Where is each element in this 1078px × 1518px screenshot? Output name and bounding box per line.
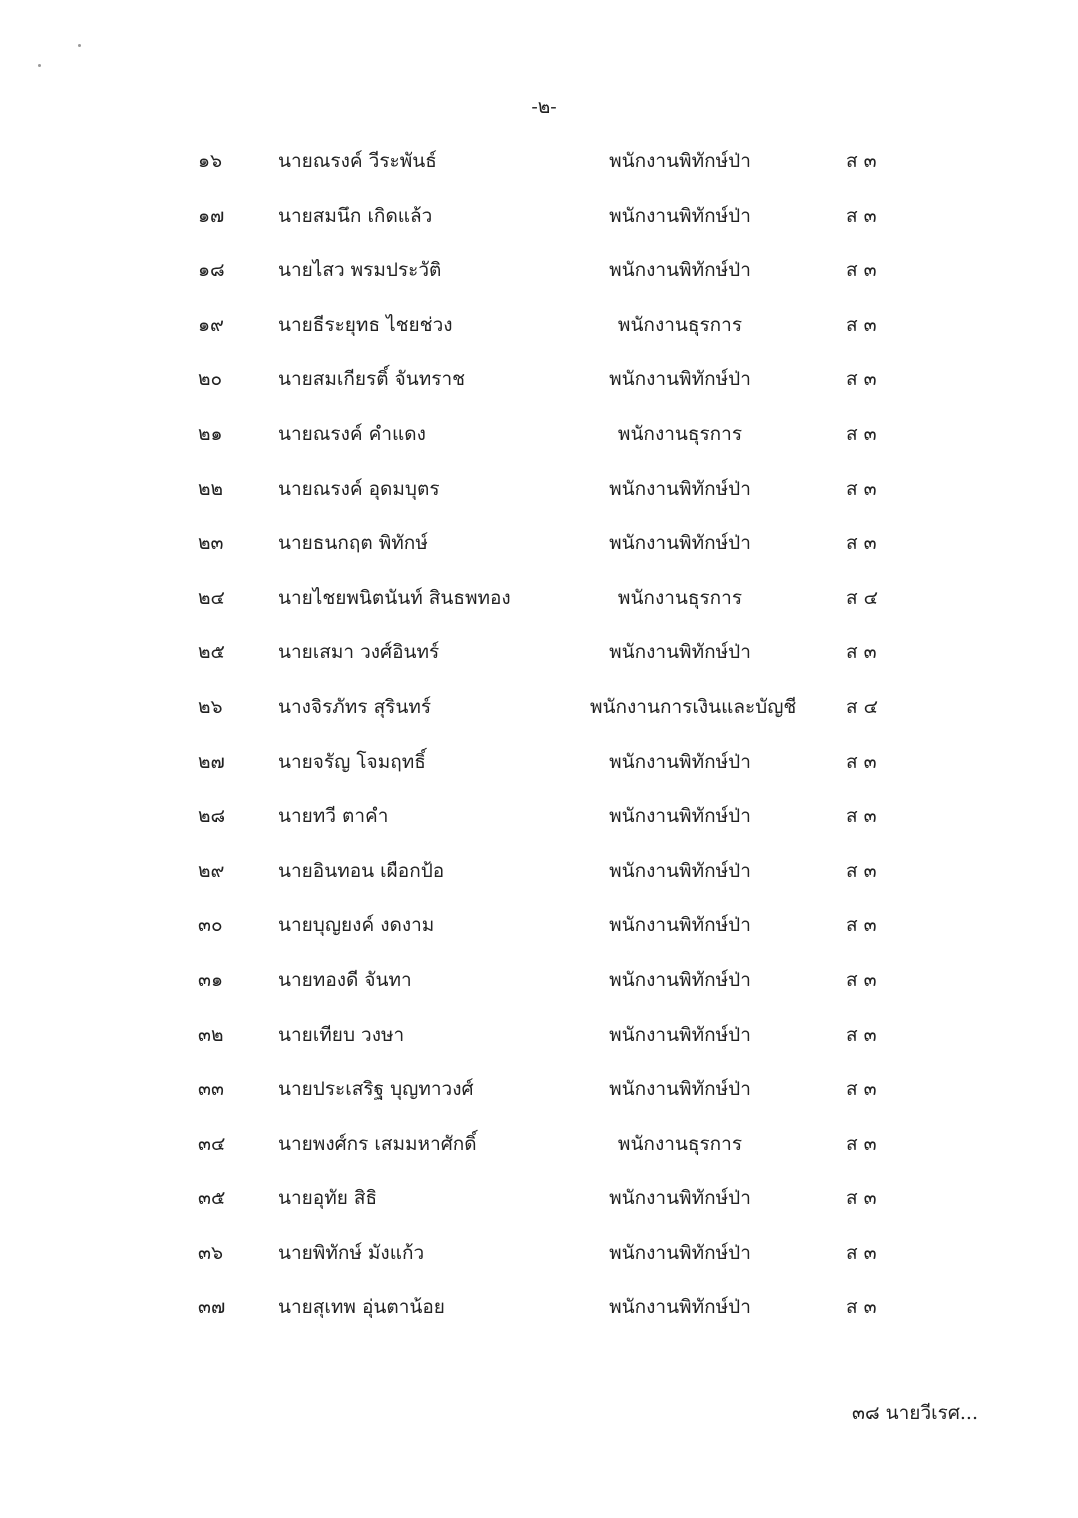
grade-level: ส ๓	[846, 259, 877, 282]
grade-level: ส ๓	[846, 1132, 877, 1155]
position-title: พนักงานพิทักษ์ป่า	[609, 914, 751, 937]
list-item	[0, 686, 1078, 741]
position-title: พนักงานการเงินและบัญชี	[590, 695, 797, 718]
position-title: พนักงานพิทักษ์ป่า	[609, 150, 751, 172]
position-title: พนักงานพิทักษ์ป่า	[609, 204, 751, 227]
person-name: นายไชยพนิตนันท์ สินธพทอง	[278, 586, 511, 609]
position-title: พนักงานพิทักษ์ป่า	[609, 859, 751, 882]
grade-level: ส ๓	[846, 1296, 877, 1319]
person-name: นายอุทัย สิธิ	[278, 1187, 378, 1210]
person-name: นายทองดี จันทา	[278, 968, 412, 991]
person-name: นายสมเกียรติ์ จันทราช	[278, 368, 466, 391]
item-number: ๒๐	[198, 368, 223, 391]
item-number: ๒๒	[198, 477, 224, 500]
grade-level: ส ๓	[846, 641, 877, 664]
position-title: พนักงานพิทักษ์ป่า	[609, 1296, 751, 1319]
item-number: ๑๖	[198, 150, 223, 172]
position-title: พนักงานพิทักษ์ป่า	[609, 1241, 751, 1264]
list-item	[0, 631, 1078, 686]
list-item	[0, 249, 1078, 304]
list-item	[0, 1232, 1078, 1287]
list-item	[0, 1177, 1078, 1232]
grade-level: ส ๓	[846, 1187, 877, 1210]
list-item	[0, 904, 1078, 959]
grade-level: ส ๔	[846, 695, 879, 718]
grade-level: ส ๓	[846, 477, 877, 500]
person-name: นายณรงค์ คำแดง	[278, 422, 426, 445]
position-title: พนักงานพิทักษ์ป่า	[609, 1078, 751, 1101]
item-number: ๓๗	[198, 1296, 226, 1319]
position-title: พนักงานธุรการ	[617, 313, 743, 336]
grade-level: ส ๓	[846, 532, 877, 555]
grade-level: ส ๓	[846, 1023, 877, 1046]
grade-level: ส ๔	[846, 586, 879, 609]
list-item	[0, 304, 1078, 359]
person-name: นายธีระยุทธ ไชยช่วง	[278, 313, 453, 336]
item-number: ๓๔	[198, 1132, 226, 1155]
page-number: -๒-	[531, 96, 557, 118]
person-name: นางจิรภัทร สุรินทร์	[278, 695, 432, 718]
position-title: พนักงานพิทักษ์ป่า	[609, 805, 751, 828]
grade-level: ส ๓	[846, 1241, 877, 1264]
grade-level: ส ๓	[846, 1078, 877, 1101]
continuation-note: ๓๘ นายวีเรศ...	[851, 1402, 978, 1424]
person-name: นายประเสริฐ บุญทาวงศ์	[278, 1078, 474, 1101]
item-number: ๑๗	[198, 204, 225, 227]
scan-speck	[78, 44, 81, 47]
grade-level: ส ๓	[846, 150, 877, 172]
grade-level: ส ๓	[846, 805, 877, 828]
position-title: พนักงานธุรการ	[617, 422, 743, 445]
list-item	[0, 1068, 1078, 1123]
position-title: พนักงานพิทักษ์ป่า	[609, 477, 751, 500]
list-item	[0, 358, 1078, 413]
item-number: ๒๗	[198, 750, 225, 773]
scan-speck	[38, 64, 41, 67]
position-title: พนักงานพิทักษ์ป่า	[609, 968, 751, 991]
person-name: นายทวี ตาคำ	[278, 805, 389, 828]
list-item	[0, 468, 1078, 523]
person-name: นายบุญยงค์ งดงาม	[278, 914, 435, 937]
person-name: นายพงศ์กร เสมมหาศักดิ์	[278, 1132, 477, 1155]
position-title: พนักงานพิทักษ์ป่า	[609, 1187, 751, 1210]
list-item	[0, 795, 1078, 850]
grade-level: ส ๓	[846, 968, 877, 991]
person-name: นายณรงค์ อุดมบุตร	[278, 477, 440, 500]
item-number: ๒๖	[198, 695, 223, 718]
item-number: ๒๑	[198, 422, 223, 445]
person-name: นายจรัญ โจมฤทธิ์	[278, 750, 426, 773]
item-number: ๒๙	[198, 859, 225, 882]
item-number: ๒๕	[198, 641, 225, 664]
item-number: ๒๔	[198, 586, 225, 609]
position-title: พนักงานธุรการ	[617, 1132, 743, 1155]
person-name: นายสุเทพ อุ่นตาน้อย	[278, 1296, 445, 1319]
item-number: ๓๖	[198, 1241, 224, 1264]
list-item	[0, 413, 1078, 468]
item-number: ๓๓	[198, 1078, 224, 1101]
list-item	[0, 140, 1078, 195]
position-title: พนักงานพิทักษ์ป่า	[609, 532, 751, 555]
item-number: ๓๐	[198, 914, 223, 937]
grade-level: ส ๓	[846, 313, 877, 336]
grade-level: ส ๓	[846, 914, 877, 937]
person-name: นายเสมา วงศ์อินทร์	[278, 641, 440, 664]
list-item	[0, 195, 1078, 250]
position-title: พนักงานพิทักษ์ป่า	[609, 750, 751, 773]
item-number: ๓๑	[198, 968, 224, 991]
person-name: นายไสว พรมประวัติ	[278, 259, 442, 282]
person-name: นายอินทอน เผือกป้อ	[278, 859, 445, 882]
grade-level: ส ๓	[846, 368, 877, 391]
person-name: นายเทียบ วงษา	[278, 1023, 405, 1046]
position-title: พนักงานพิทักษ์ป่า	[609, 641, 751, 664]
list-item	[0, 959, 1078, 1014]
person-name: นายณรงค์ วีระพันธ์	[278, 150, 437, 172]
grade-level: ส ๓	[846, 750, 877, 773]
list-item	[0, 1286, 1078, 1341]
list-item	[0, 1014, 1078, 1069]
position-title: พนักงานพิทักษ์ป่า	[609, 1023, 751, 1046]
person-name: นายธนกฤต พิทักษ์	[278, 532, 428, 555]
position-title: พนักงานธุรการ	[617, 586, 743, 609]
list-item	[0, 1123, 1078, 1178]
person-name: นายสมนึก เกิดแล้ว	[278, 204, 433, 227]
personnel-list	[0, 140, 1078, 1341]
item-number: ๑๙	[198, 313, 224, 336]
grade-level: ส ๓	[846, 422, 877, 445]
position-title: พนักงานพิทักษ์ป่า	[609, 368, 751, 391]
grade-level: ส ๓	[846, 859, 877, 882]
list-item	[0, 577, 1078, 632]
item-number: ๓๒	[198, 1023, 224, 1046]
list-item	[0, 741, 1078, 796]
item-number: ๓๕	[198, 1187, 226, 1210]
grade-level: ส ๓	[846, 204, 877, 227]
item-number: ๑๘	[198, 259, 225, 282]
item-number: ๒๓	[198, 532, 224, 555]
list-item	[0, 850, 1078, 905]
person-name: นายพิทักษ์ มังแก้ว	[278, 1241, 425, 1264]
position-title: พนักงานพิทักษ์ป่า	[609, 259, 751, 282]
item-number: ๒๘	[198, 805, 226, 828]
list-item	[0, 522, 1078, 577]
